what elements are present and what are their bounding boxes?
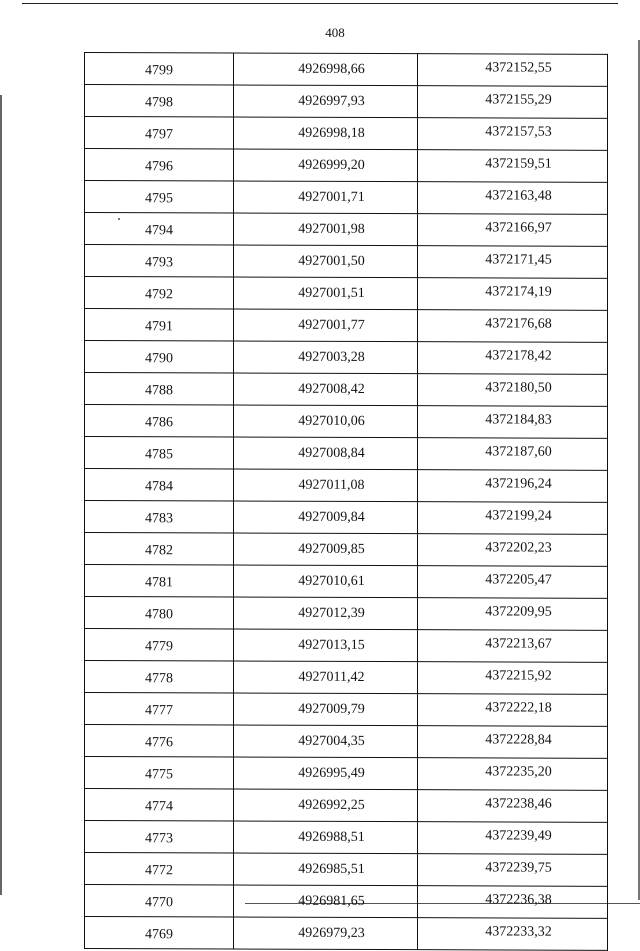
table-row — [85, 309, 608, 343]
x-coordinate-cell: 4926981,65 — [234, 885, 418, 918]
table-row — [85, 757, 608, 791]
x-coordinate-cell: 4926995,49 — [234, 757, 418, 790]
point-number-cell: 4788 — [85, 373, 234, 406]
y-coordinate-cell: 4372213,67 — [418, 630, 608, 663]
table-row — [85, 277, 608, 311]
table-row — [85, 437, 608, 471]
y-coordinate-cell: 4372174,19 — [418, 278, 608, 311]
x-coordinate-cell: 4926998,66 — [234, 53, 418, 86]
x-coordinate-cell: 4927009,79 — [234, 693, 418, 726]
y-coordinate-cell: 4372171,45 — [418, 246, 608, 279]
point-number-cell: 4779 — [85, 629, 234, 662]
point-number-cell: 4784 — [85, 469, 234, 502]
x-coordinate-cell: 4927011,08 — [234, 469, 418, 502]
y-coordinate-cell: 4372152,55 — [418, 54, 608, 87]
y-coordinate-cell: 4372166,97 — [418, 214, 608, 247]
x-coordinate-cell: 4927009,85 — [234, 533, 418, 566]
table-row — [85, 597, 608, 631]
table-row — [85, 181, 608, 215]
point-number-cell: 4786 — [85, 405, 234, 438]
point-number-cell: 4795 — [85, 181, 234, 214]
y-coordinate-cell: 4372202,23 — [418, 534, 608, 567]
y-coordinate-cell: 4372159,51 — [418, 150, 608, 183]
point-number-cell: 4791 — [85, 309, 234, 342]
table-row — [85, 341, 608, 375]
point-number-cell: 4778 — [85, 661, 234, 694]
x-coordinate-cell: 4927012,39 — [234, 597, 418, 630]
point-number-cell: 4793 — [85, 245, 234, 278]
y-coordinate-cell: 4372180,50 — [418, 374, 608, 407]
x-coordinate-cell: 4927004,35 — [234, 725, 418, 758]
y-coordinate-cell: 4372215,92 — [418, 662, 608, 695]
table-row — [85, 917, 608, 951]
y-coordinate-cell: 4372196,24 — [418, 470, 608, 503]
table-row — [85, 885, 608, 919]
y-coordinate-cell: 4372233,32 — [418, 918, 608, 951]
y-coordinate-cell: 4372155,29 — [418, 86, 608, 119]
x-coordinate-cell: 4926998,18 — [234, 117, 418, 150]
point-number-cell: 4773 — [85, 821, 234, 854]
top-scan-edge — [22, 3, 618, 4]
x-coordinate-cell: 4927010,61 — [234, 565, 418, 598]
point-number-cell: 4777 — [85, 693, 234, 726]
x-coordinate-cell: 4927011,42 — [234, 661, 418, 694]
table-row — [85, 533, 608, 567]
x-coordinate-cell: 4927008,42 — [234, 373, 418, 406]
x-coordinate-cell: 4926997,93 — [234, 85, 418, 118]
x-coordinate-cell: 4927001,50 — [234, 245, 418, 278]
point-number-cell: 4780 — [85, 597, 234, 630]
point-number-cell: 4797 — [85, 117, 234, 150]
coordinates-table — [84, 52, 608, 951]
point-number-cell: 4799 — [85, 53, 234, 86]
point-number-cell: 4770 — [85, 885, 234, 918]
y-coordinate-cell: 4372235,20 — [418, 758, 608, 791]
point-number-cell: 4794 — [85, 213, 234, 246]
y-coordinate-cell: 4372157,53 — [418, 118, 608, 151]
y-coordinate-cell: 4372176,68 — [418, 310, 608, 343]
x-coordinate-cell: 4927001,51 — [234, 277, 418, 310]
y-coordinate-cell: 4372209,95 — [418, 598, 608, 631]
y-coordinate-cell: 4372222,18 — [418, 694, 608, 727]
x-coordinate-cell: 4927010,06 — [234, 405, 418, 438]
x-coordinate-cell: 4927013,15 — [234, 629, 418, 662]
x-coordinate-cell: 4926992,25 — [234, 789, 418, 822]
table-row — [85, 53, 608, 87]
y-coordinate-cell: 4372239,75 — [418, 854, 608, 887]
x-coordinate-cell: 4927003,28 — [234, 341, 418, 374]
point-number-cell: 4792 — [85, 277, 234, 310]
point-number-cell: 4781 — [85, 565, 234, 598]
point-number-cell: 4782 — [85, 533, 234, 566]
table-row — [85, 789, 608, 823]
y-coordinate-cell: 4372239,49 — [418, 822, 608, 855]
table-row — [85, 565, 608, 599]
point-number-cell: 4772 — [85, 853, 234, 886]
point-number-cell: 4775 — [85, 757, 234, 790]
table-row — [85, 853, 608, 887]
y-coordinate-cell: 4372238,46 — [418, 790, 608, 823]
x-coordinate-cell: 4926985,51 — [234, 853, 418, 886]
coordinates-table-wrapper — [84, 52, 580, 951]
page-number: 408 — [325, 25, 345, 40]
table-row — [85, 149, 608, 183]
point-number-cell: 4796 — [85, 149, 234, 182]
point-number-cell: 4785 — [85, 437, 234, 470]
x-coordinate-cell: 4927001,77 — [234, 309, 418, 342]
y-coordinate-cell: 4372236,38 — [418, 886, 608, 919]
y-coordinate-cell: 4372163,48 — [418, 182, 608, 215]
point-number-cell: 4776 — [85, 725, 234, 758]
table-row — [85, 373, 608, 407]
table-row — [85, 213, 608, 247]
point-number-cell: 4790 — [85, 341, 234, 374]
point-number-cell: 4798 — [85, 85, 234, 118]
x-coordinate-cell: 4926988,51 — [234, 821, 418, 854]
coordinates-table-body — [85, 53, 608, 951]
table-row — [85, 661, 608, 695]
table-row — [85, 405, 608, 439]
table-row — [85, 117, 608, 151]
table-row — [85, 245, 608, 279]
table-row — [85, 629, 608, 663]
x-coordinate-cell: 4926999,20 — [234, 149, 418, 182]
y-coordinate-cell: 4372228,84 — [418, 726, 608, 759]
point-number-cell: 4774 — [85, 789, 234, 822]
point-number-cell: 4783 — [85, 501, 234, 534]
x-coordinate-cell: 4927008,84 — [234, 437, 418, 470]
table-row — [85, 501, 608, 535]
point-number-cell: 4769 — [85, 917, 234, 950]
table-row — [85, 725, 608, 759]
y-coordinate-cell: 4372178,42 — [418, 342, 608, 375]
table-row — [85, 821, 608, 855]
left-scan-edge — [0, 95, 2, 895]
table-row — [85, 469, 608, 503]
x-coordinate-cell: 4927001,98 — [234, 213, 418, 246]
table-row — [85, 85, 608, 119]
y-coordinate-cell: 4372199,24 — [418, 502, 608, 535]
y-coordinate-cell: 4372184,83 — [418, 406, 608, 439]
x-coordinate-cell: 4927001,71 — [234, 181, 418, 214]
y-coordinate-cell: 4372205,47 — [418, 566, 608, 599]
x-coordinate-cell: 4927009,84 — [234, 501, 418, 534]
y-coordinate-cell: 4372187,60 — [418, 438, 608, 471]
table-row — [85, 693, 608, 727]
x-coordinate-cell: 4926979,23 — [234, 917, 418, 950]
